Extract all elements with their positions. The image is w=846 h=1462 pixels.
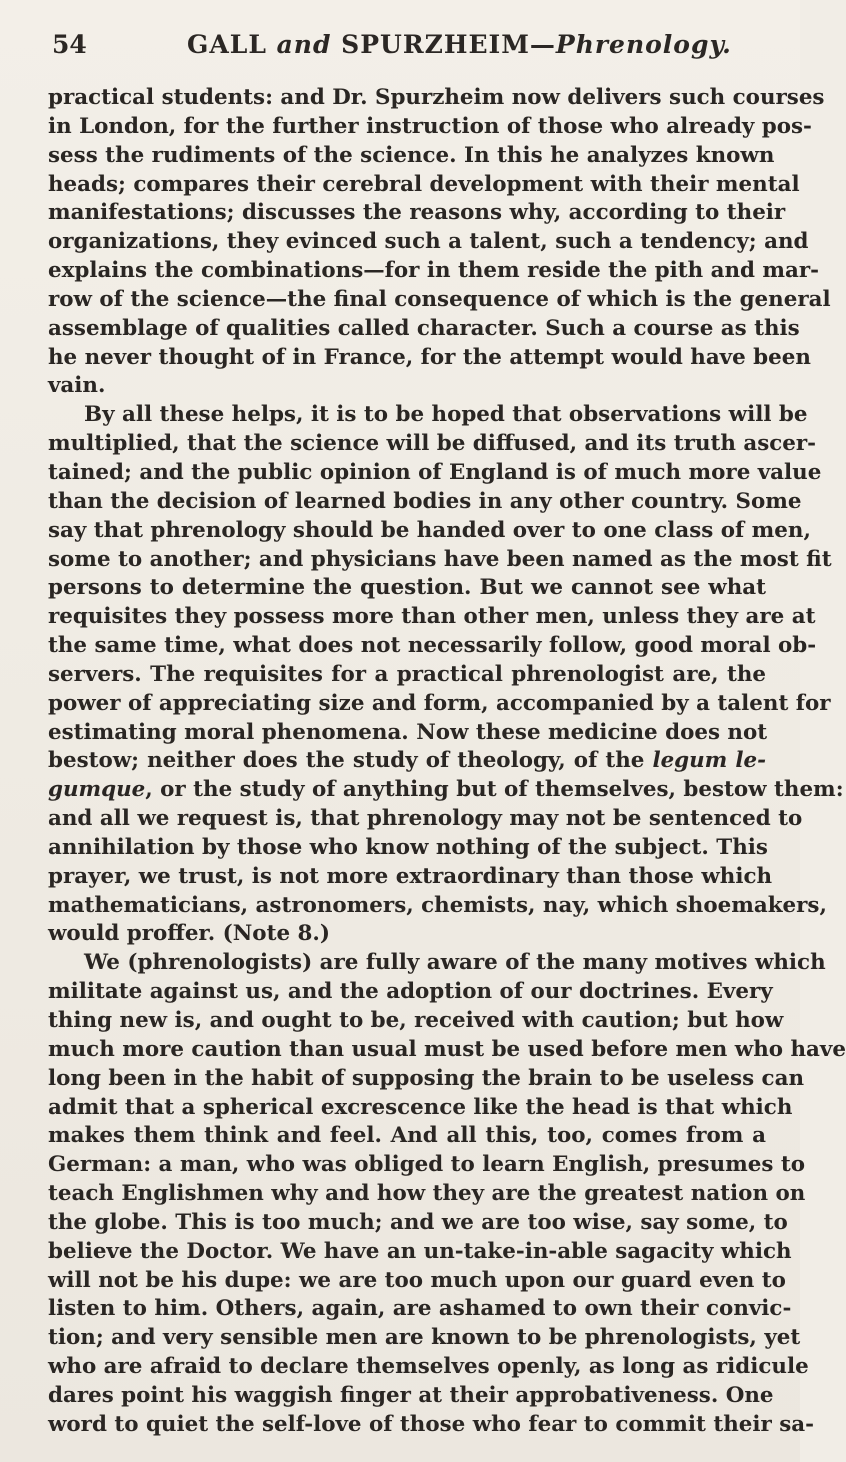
text-line: row of the science—the final consequence of which is the general xyxy=(48,286,831,312)
text-line: he never thought of in France, for the attempt would have been xyxy=(48,344,811,370)
text-line: German: a man, who was obliged to learn English, presumes to xyxy=(48,1152,805,1178)
text-line: makes them think and feel. And all this, too, comes from a xyxy=(48,1123,766,1149)
text-line: manifestations; discusses the reasons why, according to their xyxy=(48,200,786,226)
page-number: 54 xyxy=(52,30,87,59)
text-line: mathematicians, astronomers, chemists, nay, which shoemakers, xyxy=(48,892,827,918)
paragraph xyxy=(48,84,831,401)
text-line: teach Englishmen why and how they are the greatest nation on xyxy=(48,1181,806,1207)
text-line: will not be his dupe: we are too much upon our guard even to xyxy=(48,1267,786,1293)
text-line: vain. xyxy=(48,373,106,399)
text-line: organizations, they evinced such a talent, such a tendency; and xyxy=(48,229,809,255)
running-head-part-b: SPURZHEIM— xyxy=(331,30,556,59)
page-header xyxy=(52,28,770,62)
text-line: in London, for the further instruction of those who already pos- xyxy=(48,113,812,139)
running-head-part-c: Phrenology. xyxy=(555,30,732,59)
body-text xyxy=(48,84,846,1440)
text-line: believe the Doctor. We have an un-take-in-able sagacity which xyxy=(48,1238,792,1264)
text-line: explains the combinations—for in them reside the pith and mar- xyxy=(48,258,820,284)
paragraph xyxy=(48,949,846,1439)
text-line: word to quiet the self-love of those who fear to commit their sa- xyxy=(48,1411,815,1437)
text-line: multiplied, that the science will be diffused, and its truth ascer- xyxy=(48,431,817,457)
running-head-and: and xyxy=(276,30,332,59)
running-head xyxy=(187,30,732,59)
text-line: assemblage of qualities called character. Such a course as this xyxy=(48,315,800,341)
text-line: sess the rudiments of the science. In this he analyzes known xyxy=(48,142,775,168)
text-line: dares point his waggish finger at their approbativeness. One xyxy=(48,1382,774,1408)
text-line: servers. The requisites for a practical phrenologist are, the xyxy=(48,661,766,687)
text-line: requisites they possess more than other men, unless they are at xyxy=(48,604,816,630)
text-line: gumque, or the study of anything but of themselves, bestow them: xyxy=(48,777,844,803)
text-line: By all these helps, it is to be hoped that observations will be xyxy=(84,402,808,428)
text-line: persons to determine the question. But we cannot see what xyxy=(48,575,766,601)
text-line: practical students: and Dr. Spurzheim now delivers such courses xyxy=(48,85,825,110)
text-line: much more caution than usual must be used before men who have xyxy=(48,1036,846,1062)
text-line: tained; and the public opinion of England is of much more value xyxy=(48,459,822,485)
text-line: say that phrenology should be handed over to one class of men, xyxy=(48,517,811,543)
text-line: and all we request is, that phrenology may not be sentenced to xyxy=(48,806,803,832)
text-line: the globe. This is too much; and we are too wise, say some, to xyxy=(48,1209,788,1235)
text-line: heads; compares their cerebral development with their mental xyxy=(48,171,800,197)
text-line: the same time, what does not necessarily follow, good moral ob- xyxy=(48,633,817,659)
text-line: We (phrenologists) are fully aware of the many motives which xyxy=(84,950,826,976)
text-line: would proffer. (Note 8.) xyxy=(48,921,330,947)
text-line: than the decision of learned bodies in any other country. Some xyxy=(48,488,802,514)
text-line: estimating moral phenomena. Now these medicine does not xyxy=(48,719,768,745)
text-line: militate against us, and the adoption of our doctrines. Every xyxy=(48,979,773,1005)
text-line: tion; and very sensible men are known to be phrenologists, yet xyxy=(48,1325,801,1351)
text-line: who are afraid to declare themselves openly, as long as ridicule xyxy=(48,1354,809,1380)
text-line: prayer, we trust, is not more extraordinary than those which xyxy=(48,863,773,889)
text-line: bestow; neither does the study of theology, of the legum le- xyxy=(48,748,766,774)
text-line: annihilation by those who know nothing of the subject. This xyxy=(48,834,768,860)
text-line: thing new is, and ought to be, received with caution; but how xyxy=(48,1008,784,1033)
text-line: admit that a spherical excrescence like the head is that which xyxy=(48,1094,793,1120)
paragraph xyxy=(48,401,844,949)
text-line: long been in the habit of supposing the brain to be useless can xyxy=(48,1065,804,1091)
running-head-part-a: GALL xyxy=(187,30,277,59)
text-line: some to another; and physicians have been named as the most fit xyxy=(48,546,832,572)
text-line: power of appreciating size and form, accompanied by a talent for xyxy=(48,690,831,716)
text-line: listen to him. Others, again, are ashamed to own their convic- xyxy=(48,1296,792,1322)
